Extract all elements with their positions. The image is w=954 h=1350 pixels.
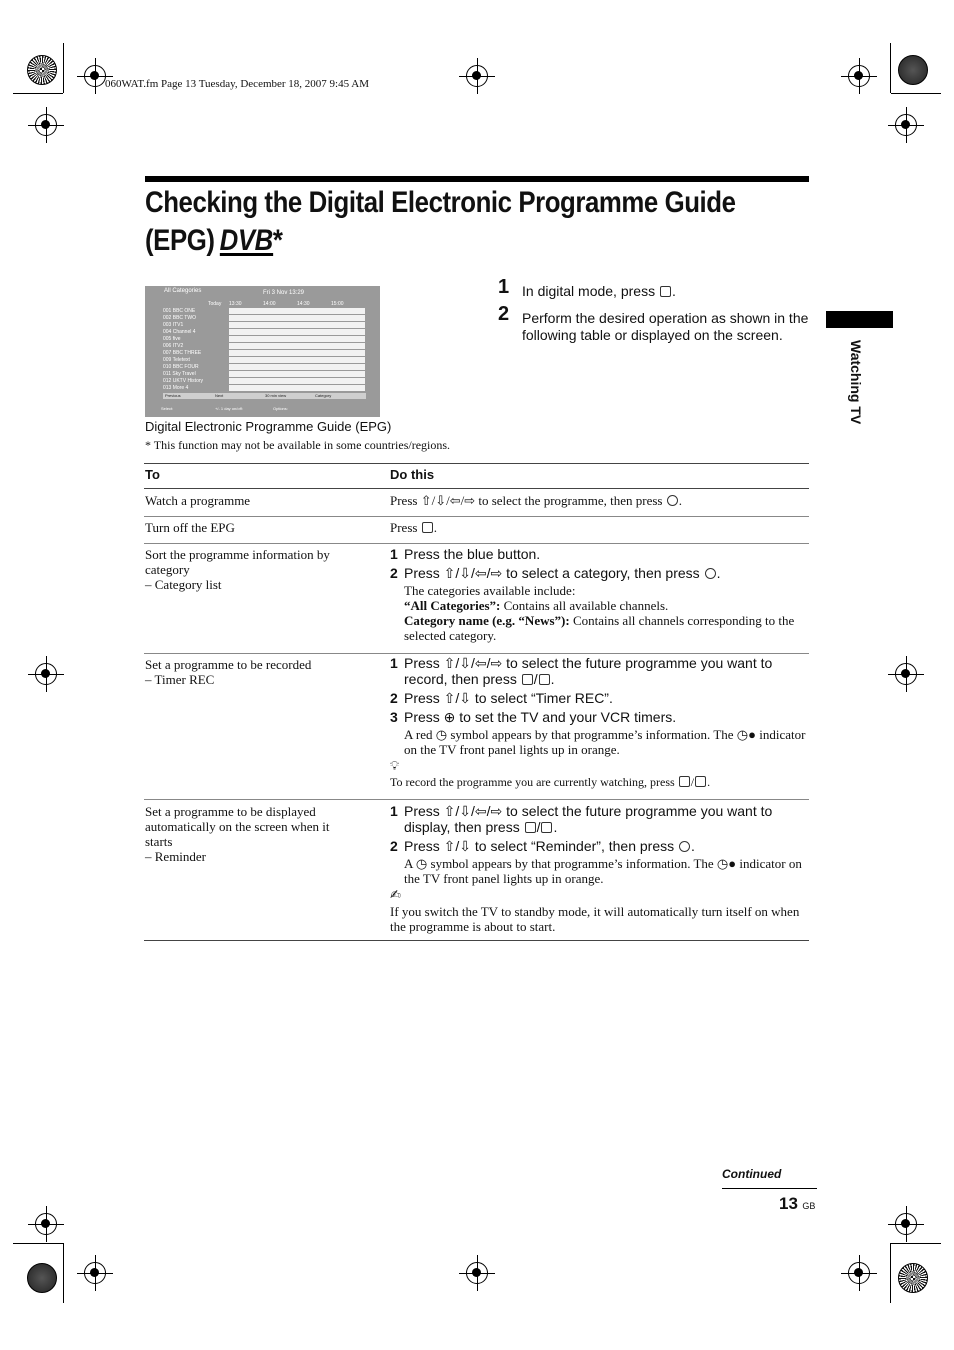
epg-next: Next (215, 393, 224, 398)
epg-bottom-bar (163, 393, 366, 399)
crop-mark (890, 1243, 891, 1303)
step-1-text: In digital mode, press . (522, 283, 676, 299)
tip-icon: 💡︎ (390, 758, 400, 773)
registration-mark (848, 1262, 870, 1284)
registration-mark (35, 114, 57, 136)
row-3-to-line: category (145, 562, 190, 577)
epg-programme-cell (229, 315, 365, 321)
help-button-icon (695, 776, 706, 787)
crop-mark (63, 43, 64, 93)
epg-channel-name: 007 BBC THREE (163, 350, 202, 356)
epg-channel-row (163, 315, 366, 321)
row-4-tip: To record the programme you are currently watching, press / . (390, 775, 711, 789)
epg-time: 14:30 (297, 301, 310, 307)
page-title (145, 184, 824, 260)
table-row-rule (144, 799, 809, 800)
epg-today: Today (208, 301, 222, 307)
epg-channel-name: 005 five (163, 336, 181, 342)
registration-mark (848, 65, 870, 87)
epg-programme-cell (229, 308, 365, 314)
epg-channel-name: 003 ITV1 (163, 322, 184, 328)
epg-channel-row (163, 357, 366, 363)
row-3-to-line: Sort the programme information by (145, 547, 330, 562)
step-1-number: 1 (498, 276, 510, 298)
table-row-5-do (390, 803, 810, 934)
epg-30min: 30 min view (265, 393, 287, 398)
row-5-step-1: 1 Press ⇧/⇩/⇦/⇨ to select the future programme you want to display, then press / . (390, 803, 773, 835)
dvb-logo: DVB (219, 224, 273, 257)
table-bottom-rule (144, 940, 809, 941)
registration-mark (35, 1213, 57, 1235)
file-header: 060WAT.fm Page 13 Tuesday, December 18, 2007 9:45 AM (105, 78, 369, 90)
table-row-3-do (390, 546, 810, 643)
page-title-epg: (EPG) (145, 224, 215, 257)
registration-star-top-left (27, 55, 57, 85)
row-1-instruction: Press ⇧/⇩/⇦/⇨ to select the programme, then press (390, 493, 663, 508)
epg-channel-row (163, 371, 366, 377)
step-2-number: 2 (498, 303, 510, 325)
ok-button-icon (679, 841, 690, 852)
epg-programme-cell (229, 385, 365, 391)
row-3-to-line: – Category list (145, 577, 222, 592)
epg-programme-cell (229, 350, 365, 356)
note-icon: ✍︎ (390, 887, 401, 902)
continued-label: Continued (722, 1167, 782, 1181)
epg-programme-cell (229, 378, 365, 384)
table-row-3-to (145, 547, 375, 592)
row-5-note: A ◷ symbol appears by that programme’s information. The ◷● indicator on the TV front panel lights up in orange. (404, 856, 802, 886)
page-title-line2 (145, 222, 824, 260)
epg-category: All Categories (164, 288, 202, 294)
epg-channel-name: 006 ITV2 (163, 343, 184, 349)
row-5-to-line: – Reminder (145, 849, 207, 864)
row-5-to-line: automatically on the screen when it (145, 819, 330, 834)
row-4-to-line: – Timer REC (145, 672, 215, 687)
crop-mark (63, 1243, 64, 1303)
row-4-step-2: 2 Press ⇧/⇩ to select “Timer REC”. (390, 690, 613, 706)
epg-programme-cell (229, 371, 365, 377)
registration-mark (35, 663, 57, 685)
epg-options-label: Options: (273, 406, 288, 411)
table-row-5-to (145, 804, 375, 864)
epg-programme-cell (229, 364, 365, 370)
plus-button-icon (522, 674, 533, 685)
epg-programme-cell (229, 322, 365, 328)
crop-mark (891, 93, 941, 94)
row-5-to-line: starts (145, 834, 173, 849)
step-2-text: Perform the desired operation as shown in the following table or displayed on the screen. (522, 310, 809, 343)
table-row-1-do: Press ⇧/⇩/⇦/⇨ to select the programme, then press . (390, 493, 682, 508)
table-row-4-to (145, 657, 375, 687)
section-label: Watching TV (848, 340, 864, 425)
epg-category-btn: Category (315, 393, 332, 398)
epg-programme-cell (229, 343, 365, 349)
epg-channel-name: 009 Teletext (163, 357, 190, 363)
epg-channel-name: 001 BBC ONE (163, 308, 196, 314)
registration-mark (466, 65, 488, 87)
epg-time: 13:30 (229, 301, 242, 307)
epg-previous: Previous (165, 393, 181, 398)
row-3-note: The categories available include: “All Categories”: Contains all available channels. Category name (e.g. “News”): Contains all channels corresponding to the selected category. (404, 583, 795, 643)
epg-channel-row (163, 378, 366, 384)
epg-channel-name: 012 UKTV History (163, 378, 204, 384)
row-5-note-2: If you switch the TV to standby mode, it will automatically turn itself on when the programme is about to start. (390, 904, 800, 934)
row-4-step-3: 3 Press ⊕ to set the TV and your VCR timers. (390, 709, 677, 725)
section-tab (826, 311, 893, 328)
row-5-step-2: 2 Press ⇧/⇩ to select “Reminder”, then press . (390, 838, 695, 854)
table-row-2-to: Turn off the EPG (145, 520, 235, 535)
table-header-to: To (145, 467, 160, 482)
crop-mark (891, 1243, 941, 1244)
table-row-2-do: Press . (390, 520, 437, 535)
page-title-line1: Checking the Digital Electronic Programme Guide (145, 186, 736, 219)
table-row-4-do (390, 655, 810, 790)
guide-button-icon (422, 522, 433, 533)
registration-mark (895, 1213, 917, 1235)
registration-mark (84, 1262, 106, 1284)
row-4-to-line: Set a programme to be recorded (145, 657, 312, 672)
registration-mark (84, 65, 106, 87)
epg-programme-cell (229, 329, 365, 335)
plus-button-icon (679, 776, 690, 787)
table-header-do: Do this (390, 467, 435, 482)
epg-channel-row (163, 385, 366, 391)
epg-date: Fri 3 Nov 13:29 (263, 290, 305, 296)
epg-channel-name: 013 More 4 (163, 385, 189, 391)
guide-button-icon (660, 286, 671, 297)
epg-time: 14:00 (263, 301, 276, 307)
title-rule (145, 176, 809, 182)
table-row-rule (144, 543, 809, 544)
row-2-instruction: Press (390, 520, 418, 535)
epg-channel-name: 002 BBC TWO (163, 315, 196, 321)
epg-select-label: Select: (161, 406, 174, 411)
epg-channel-name: 010 BBC FOUR (163, 364, 199, 370)
table-header-rule (144, 488, 809, 489)
epg-channel-row (163, 336, 366, 342)
table-row-rule (144, 653, 809, 654)
registration-mark (466, 1262, 488, 1284)
epg-channel-row (163, 329, 366, 335)
epg-channel-row (163, 350, 366, 356)
table-top-rule (144, 463, 809, 464)
epg-screenshot (145, 286, 380, 417)
registration-star-top-right (898, 55, 928, 85)
crop-mark (13, 1243, 63, 1244)
figure-caption: Digital Electronic Programme Guide (EPG) (145, 419, 392, 434)
registration-mark (895, 114, 917, 136)
epg-channel-row (163, 308, 366, 314)
epg-day-label: +/- 1 day on/off: (215, 406, 243, 411)
row-4-note: A red ◷ symbol appears by that programme’s information. The ◷● indicator on the TV front panel lights up in orange. (404, 727, 806, 757)
registration-star-bottom-right (898, 1263, 928, 1293)
registration-mark (895, 663, 917, 685)
plus-button-icon (525, 822, 536, 833)
help-button-icon (541, 822, 552, 833)
footer-rule (722, 1188, 817, 1189)
epg-channel-name: 011 Sky Travel (163, 371, 196, 377)
epg-channel-row (163, 364, 366, 370)
epg-channel-name: 004 Channel 4 (163, 329, 196, 335)
row-5-to-line: Set a programme to be displayed (145, 804, 316, 819)
epg-channel-row (163, 343, 366, 349)
table-row-1-to: Watch a programme (145, 493, 251, 508)
title-asterisk: * (272, 224, 283, 257)
epg-channel-row (163, 322, 366, 328)
crop-mark (890, 43, 891, 93)
row-4-step-1: 1 Press ⇧/⇩/⇦/⇨ to select the future programme you want to record, then press / . (390, 655, 773, 687)
page-number: 13 GB (779, 1194, 816, 1213)
registration-star-bottom-left (27, 1263, 57, 1293)
figure-footnote: * This function may not be available in some countries/regions. (145, 438, 451, 452)
epg-programme-cell (229, 357, 365, 363)
table-row-rule (144, 516, 809, 517)
epg-time: 15:00 (331, 301, 344, 307)
row-3-step-2: 2 Press ⇧/⇩/⇦/⇨ to select a category, then press . (390, 565, 721, 581)
ok-button-icon (705, 568, 716, 579)
help-button-icon (539, 674, 550, 685)
step-1-label: In digital mode, press (522, 283, 656, 299)
ok-button-icon (667, 495, 678, 506)
row-3-step-1: 1 Press the blue button. (390, 546, 541, 562)
epg-programme-cell (229, 336, 365, 342)
crop-mark (13, 93, 63, 94)
